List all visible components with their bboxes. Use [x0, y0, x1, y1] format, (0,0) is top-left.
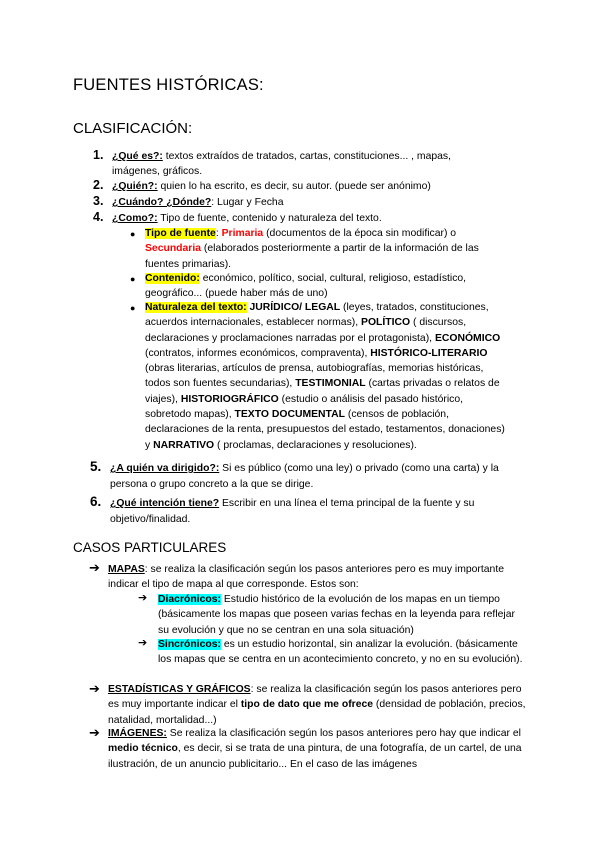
estadisticas-text1: : se realiza la clasificación según los pasos anteriores pero es muy importante indicar el: [108, 684, 522, 711]
sub-item-tipo: [145, 226, 505, 272]
primaria-text: (documentos de la época sin modificar) o: [263, 228, 457, 239]
imagenes-bold: medio técnico: [108, 743, 178, 755]
estadisticas-label: ESTADÍSTICAS Y GRÁFICOS: [108, 684, 251, 695]
list-item: [112, 179, 512, 194]
tipo-label: Tipo de fuente: [145, 228, 216, 239]
clasificacion-heading: CLASIFICACIÓN:: [73, 120, 193, 137]
sub-item-naturaleza: [145, 300, 511, 453]
question-label: ¿Como?:: [112, 213, 158, 224]
diacronicos-label: Diacrónicos:: [158, 594, 221, 605]
mapas-label: MAPAS: [108, 564, 145, 575]
colon: :: [215, 228, 222, 239]
arrow-icon: ➔: [89, 560, 100, 575]
bullet-icon: ●: [130, 229, 136, 239]
narrativo-text: ( proclamas, declaraciones y resoluciones).: [214, 439, 417, 451]
testimonial-text: (cartas privadas o relatos de viajes),: [145, 378, 500, 405]
caso-estadisticas: [108, 682, 528, 728]
question-label: ¿Qué es?:: [112, 151, 163, 162]
item-number: 1.: [93, 148, 104, 162]
list-item: [110, 461, 530, 493]
imagenes-label: IMÁGENES:: [108, 728, 167, 739]
caso-mapas: [108, 562, 518, 593]
item-text: Si es público (como una ley) o privado (como una carta) y la persona o grupo concreto a la que se dirige.: [110, 463, 499, 490]
narrativo-label: NARRATIVO: [153, 439, 215, 451]
bullet-icon: ●: [130, 274, 136, 284]
arrow-icon: ➔: [138, 637, 148, 649]
historico-label: HISTÓRICO-LITERARIO: [370, 347, 488, 359]
documental-label: TEXTO DOCUMENTAL: [234, 409, 345, 421]
economico-label: ECONÓMICO: [434, 332, 501, 344]
politico-text: ( discursos, declaraciones y proclamaciones narradas por el protagonista),: [145, 317, 467, 344]
casos-heading: CASOS PARTICULARES: [73, 540, 227, 555]
question-label: ¿Quién?:: [112, 181, 158, 192]
sincronicos-text: es un estudio horizontal, sin analizar la evolución. (básicamente los mapas que se centra en un acontecimiento concreto, y no en su evolución).: [158, 639, 523, 666]
documental-text: (censos de población, declaraciones de la renta, presupuestos del estado, testamentos, donaciones) y: [145, 409, 505, 451]
bullet-icon: ●: [130, 303, 136, 313]
item-text: : Lugar y Fecha: [211, 197, 284, 208]
arrow-icon: ➔: [89, 725, 100, 740]
question-label: ¿Qué intención tiene?: [110, 498, 220, 509]
question-label: ¿Cuándo? ¿Dónde?: [112, 197, 212, 208]
historico-text: (obras literarias, artículos de prensa, autobiografías, memorias históricas, todos son fuentes secundarias),: [145, 363, 484, 390]
item-text: Escribir en una línea el tema principal de la fuente y su objetivo/finalidad.: [110, 498, 475, 525]
arrow-icon: ➔: [138, 592, 148, 604]
item-number: 4.: [93, 210, 104, 224]
naturaleza-label: Naturaleza del texto:: [145, 302, 247, 313]
page-title: FUENTES HISTÓRICAS:: [73, 76, 264, 94]
primaria-label: Primaria: [221, 228, 264, 239]
economico-text: (contratos, informes económicos, compraventa),: [145, 347, 371, 359]
imagenes-text2: , es decir, si se trata de una pintura, de una fotografía, de un cartel, de una ilustración, de un anuncio publicitario... En el caso de las imágenes: [108, 743, 522, 770]
imagenes-text1: Se realiza la clasificación según los pasos anteriores pero hay que indicar el: [166, 728, 521, 739]
juridico-label: JURÍDICO/ LEGAL: [246, 302, 341, 313]
item-number: 5.: [90, 459, 102, 474]
estadisticas-bold: tipo de dato que me ofrece: [240, 699, 374, 711]
historiografico-label: HISTORIOGRÁFICO: [180, 393, 279, 405]
contenido-label: Contenido:: [145, 273, 200, 284]
item-text: quien lo ha escrito, es decir, su autor. (puede ser anónimo): [157, 181, 431, 192]
list-item: [110, 496, 530, 528]
list-item: [112, 195, 512, 210]
diacronicos-text: Estudio histórico de la evolución de los mapas en un tiempo (básicamente los mapas que poseen varias fechas en la leyenda para reflejar su evolución y que no se centran en una sola situación): [158, 594, 515, 636]
caso-diacronicos: [158, 592, 523, 638]
historiografico-text: (estudio o análisis del pasado histórico, sobretodo mapas),: [145, 393, 464, 421]
mapas-text: : se realiza la clasificación según los pasos anteriores pero es muy importante indicar el tipo de mapa al que corresponde. Estos son:: [108, 564, 504, 591]
estadisticas-text2: (densidad de población, precios, natalidad, mortalidad...): [108, 699, 526, 726]
item-number: 3.: [93, 194, 104, 208]
list-item: [112, 149, 492, 180]
caso-imagenes: [108, 726, 528, 772]
item-text: Tipo de fuente, contenido y naturaleza del texto.: [157, 213, 382, 224]
item-number: 2.: [93, 178, 104, 192]
arrow-icon: ➔: [89, 681, 100, 696]
secundaria-label: Secundaria: [145, 243, 202, 255]
sincronicos-label: Sincrónicos:: [158, 639, 221, 650]
contenido-text: económico, político, social, cultural, religioso, estadístico, geográfico... (puede haber más de uno): [145, 273, 467, 300]
secundaria-text: (elaborados posteriormente a partir de la información de las fuentes primarias).: [145, 243, 479, 270]
question-label: ¿A quién va dirigido?:: [110, 463, 220, 474]
item-text: textos extraídos de tratados, cartas, constituciones... , mapas, imágenes, gráficos.: [112, 151, 452, 178]
list-item: [112, 211, 512, 226]
juridico-text: (leyes, tratados, constituciones, acuerdos internacionales, establecer normas),: [145, 302, 489, 329]
politico-label: POLÍTICO: [361, 317, 411, 329]
item-number: 6.: [90, 494, 102, 509]
testimonial-label: TESTIMONIAL: [295, 378, 366, 390]
caso-sincronicos: [158, 637, 523, 668]
sub-item-contenido: [145, 271, 500, 302]
